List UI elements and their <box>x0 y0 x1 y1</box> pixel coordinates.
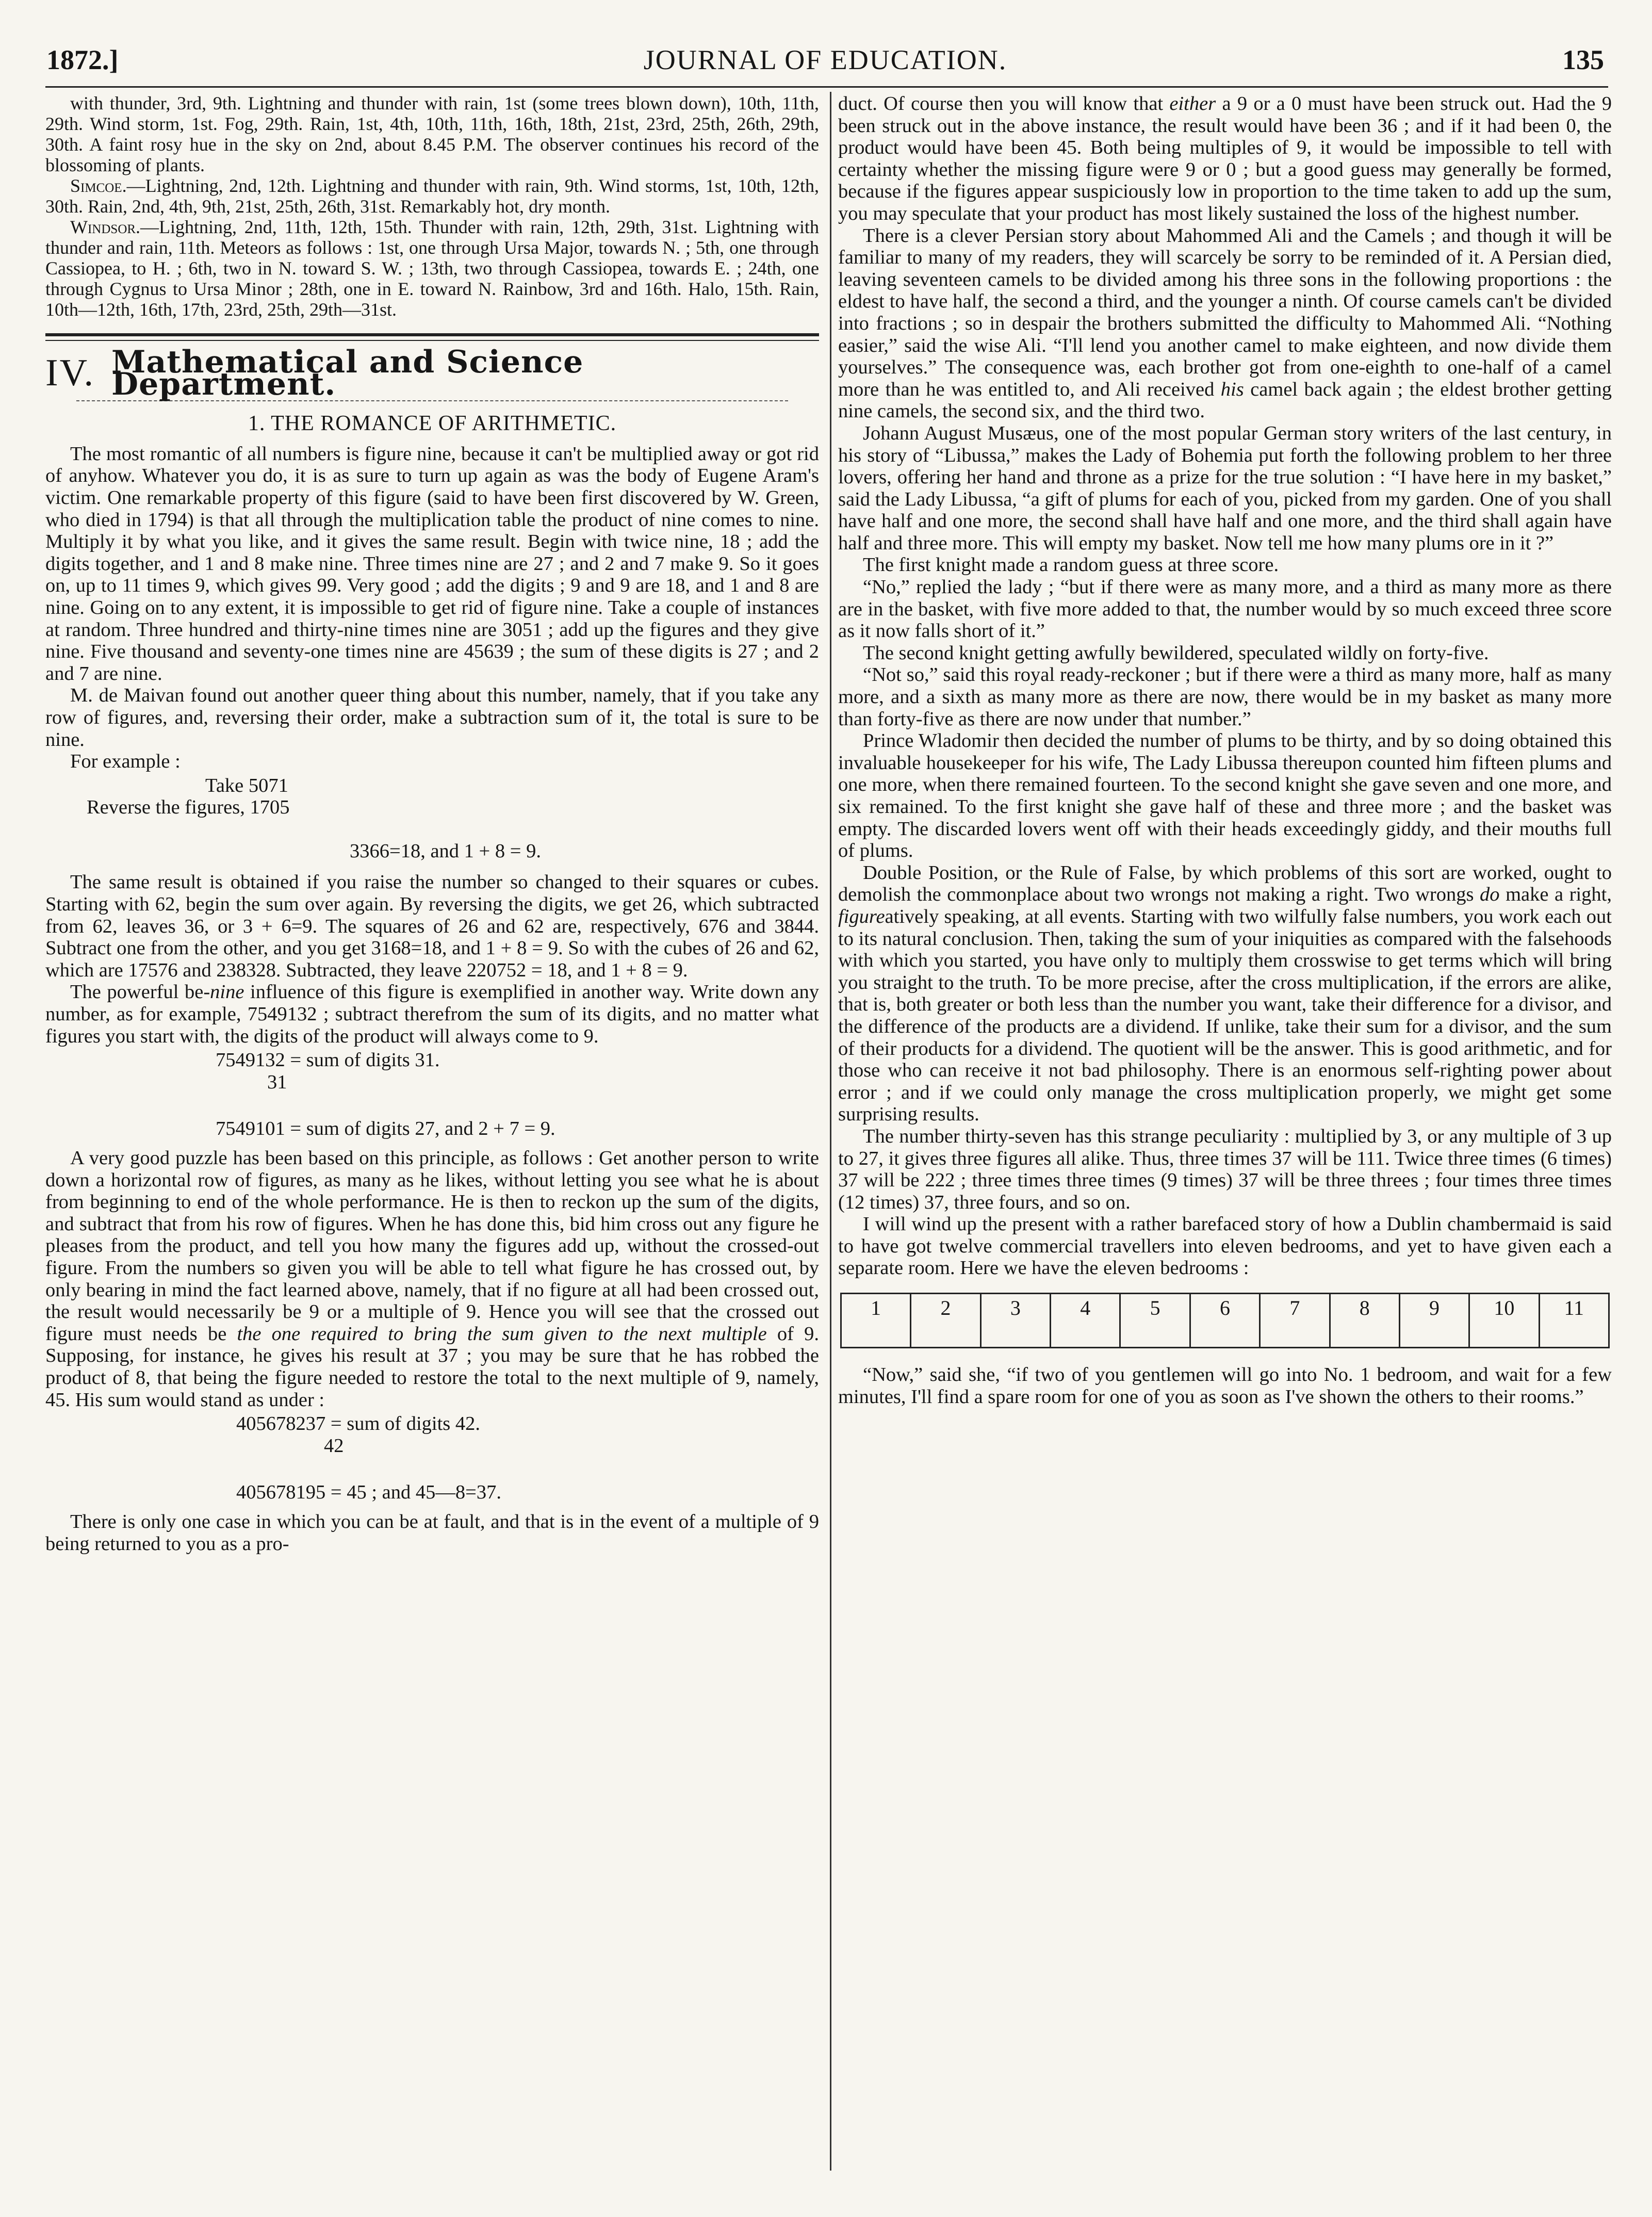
header-rule <box>45 86 1608 88</box>
paragraph: There is only one case in which you can be at fault, and that is in the event of a multiple of 9 being returned to you as a pro- <box>45 1510 819 1555</box>
bedroom-number: 4 <box>1080 1296 1091 1320</box>
bedroom-number: 1 <box>871 1296 881 1320</box>
example-puzzle-sum <box>45 1413 819 1504</box>
article-title: 1. THE ROMANCE OF ARITHMETIC. <box>248 412 617 436</box>
paragraph: The second knight getting awfully bewildered, speculated wildly on forty-five. <box>863 642 1489 664</box>
thin-rule <box>45 340 819 341</box>
example-subtraction <box>45 775 819 862</box>
text-run: duct. Of course then you will know that <box>838 93 1170 115</box>
example-digit-sum <box>45 1049 819 1140</box>
bedroom-cell <box>980 1294 1050 1347</box>
section-number: IV. <box>45 352 95 395</box>
example-line: Take 5071 <box>205 774 288 796</box>
bedroom-number: 2 <box>940 1296 951 1320</box>
paragraph: Johann August Musæus, one of the most popular German story writers of the last century, in his story of “Libussa,” makes the Lady of Bohemia put forth the following problem to her three lovers, offering her hand and throne as a prize for the true solution : “I have here in my basket,” said the Lady Libussa, “a gift of plums for each of you, picked from my garden. One of you shall have half and one more, the second shall have half and one more, and the third shall again have half and three more. This will empty my basket. Now tell me how many plums ore in it ?” <box>838 422 1612 554</box>
thick-rule <box>45 333 819 336</box>
text-run: Double Position, or the Rule of False, by which problems of this sort are worked, ought to demolish the commonplace about two wrongs not making a right. Two wrongs <box>838 861 1612 906</box>
bedroom-number: 5 <box>1150 1296 1160 1320</box>
emphasis: do <box>1480 884 1500 906</box>
right-column <box>838 93 1612 1408</box>
bedroom-cell <box>1189 1294 1259 1347</box>
text-run: make a right, <box>1499 884 1612 906</box>
example-line: 7549101 = sum of digits 27, and 2 + 7 = 9. <box>216 1118 555 1140</box>
weather-paragraph-windsor <box>45 217 819 320</box>
bedroom-cell <box>910 1294 979 1347</box>
journal-title: JOURNAL OF EDUCATION. <box>643 44 1007 75</box>
example-line: 3366=18, and 1 + 8 = 9. <box>350 840 541 862</box>
paragraph <box>45 1147 819 1411</box>
bedroom-number: 8 <box>1359 1296 1370 1320</box>
bedroom-number: 7 <box>1289 1296 1300 1320</box>
section-title: Mathematical and Science Department. <box>111 344 584 402</box>
example-line: 405678237 = sum of digits 42. <box>236 1413 481 1435</box>
bedroom-cell <box>1468 1294 1538 1347</box>
emphasis: his <box>1220 378 1244 400</box>
emphasis: figure <box>838 905 885 927</box>
left-column <box>45 93 819 1555</box>
column-divider <box>830 92 831 2171</box>
section-heading <box>45 344 819 402</box>
bedroom-number: 11 <box>1564 1296 1584 1320</box>
bedroom-cell <box>1259 1294 1329 1347</box>
paragraph <box>45 981 819 1047</box>
paragraph: Prince Wladomir then decided the number of plums to be thirty, and by so doing obtained this invaluable housekeeper for his wife, The Lady Libussa thereupon counted him fifteen plums and one more, when there remained fourteen. To the second knight she gave seven and one more, and six remained. To the first knight she gave half of these and three more ; and the basket was empty. The discarded lovers went off with their heads exceedingly giddy, and their mouths full of plums. <box>838 730 1612 862</box>
station-name: Simcoe. <box>70 175 127 196</box>
bedroom-number: 3 <box>1010 1296 1021 1320</box>
text-run: There is a clever Persian story about Mahommed Ali and the Camels ; and though it will be familiar to many of my readers, they will scarcely be sorry to be reminded of it. A Persian died, leaving seventeen camels to be divided among his three sons in the following proportions : the eldest to have half, the second a third, and the younger a ninth. Of course camels can't be divided into fractions ; so in despair the brothers submitted the difficulty to Mahommed Ali. “Nothing easier,” said the wise Ali. “I'll lend you another camel to make eighteen, and now divide them yourselves.” The consequence was, each brother got from one-eighth to one-half of a camel more than he was entitled to, and Ali received <box>838 224 1612 400</box>
station-report: —Lightning, 2nd, 11th, 12th, 15th. Thunder with rain, 12th, 29th, 31st. Lightning with thunder and rain, 11th. Meteors as follows : 1st, one through Ursa Major, towards N. ; 5th, one through Cassiopea, to H. ; 6th, two in N. toward S. W. ; 13th, two through Cassiopea, towards E. ; 24th, one through Cygnus to Ursa Minor ; 28th, one in E. toward N. Rainbow, 3rd and 16th. Halo, 15th. Rain, 10th—12th, 16th, 17th, 23rd, 25th, 29th—31st. <box>45 217 819 320</box>
paragraph: “No,” replied the lady ; “but if there were as many more, and a third as many more as there are in the basket, with five more added to that, the number would by so much exceed three score as it now falls short of it.” <box>838 576 1612 642</box>
paragraph: The most romantic of all numbers is figure nine, because it can't be multiplied away or got rid of anyhow. Whatever you do, it is as sure to turn up again as was the body of Eugene Aram's victim. One remarkable property of this figure (said to have been first discovered by W. Green, who died in 1794) is that all through the multiplication table the product of nine comes to nine. Multiply it by what you like, and it gives the same result. Begin with twice nine, 18 ; add the digits together, and 1 and 8 make nine. Three times nine are 27 ; and 2 and 7 make 9. So it goes on, up to 11 times 9, which gives 99. Very good ; add the digits ; 9 and 9 are 18, and 1 and 8 are nine. Going on to any extent, it is impossible to get rid of figure nine. Take a couple of instances at random. Three hundred and thirty-nine times nine are 3051 ; add up the figures and they give nine. Five thousand and seventy-one times nine are 45639 ; the sum of these digits is 27 ; and 2 and 7 are nine. <box>45 443 819 684</box>
paragraph <box>838 862 1612 1126</box>
example-line: 7549132 = sum of digits 31. <box>216 1049 440 1071</box>
bedroom-cell <box>1119 1294 1189 1347</box>
bedroom-cell <box>1050 1294 1119 1347</box>
weather-paragraph: with thunder, 3rd, 9th. Lightning and thunder with rain, 1st (some trees blown down), 10th, 11th, 29th. Wind storm, 1st. Fog, 29th. Rain, 1st, 4th, 10th, 11th, 16th, 18th, 21st, 23rd, 25th, 26th, 29th, 30th. A faint rosy hue in the sky on 2nd, about 8.45 P.M. The observer continues his record of the blossoming of plants. <box>45 93 819 175</box>
weather-report <box>45 93 819 320</box>
example-line: Reverse the figures, 1705 <box>87 796 290 819</box>
bedroom-number: 10 <box>1494 1296 1515 1320</box>
paragraph: M. de Maivan found out another queer thing about this number, namely, that if you take any row of figures, and, reversing their order, make a subtraction sum of it, the total is sure to be nine. <box>45 684 819 751</box>
page-number: 135 <box>1562 44 1604 75</box>
bedroom-cell <box>842 1294 910 1347</box>
weather-paragraph-simcoe <box>45 175 819 217</box>
header-year: 1872.] <box>46 44 119 75</box>
running-head <box>46 44 1604 80</box>
station-report: —Lightning, 2nd, 12th. Lightning and thunder with rain, 9th. Wind storms, 1st, 10th, 12th, 30th. Rain, 2nd, 4th, 9th, 21st, 25th, 26th, 31st. Remarkably hot, dry month. <box>45 175 819 217</box>
paragraph: “Not so,” said this royal ready-reckoner ; but if there were a third as many more, half as many more, and a sixth as many more as there are now, there would be in my basket as many more than forty-five as there are now under that number.” <box>838 664 1612 730</box>
example-line: 405678195 = 45 ; and 45—8=37. <box>236 1481 501 1504</box>
text-run: A very good puzzle has been based on this principle, as follows : Get another person to write down a horizontal row of figures, as many as he likes, without letting you see what he is about from beginning to end of the whole performance. He is then to reckon up the sum of the digits, and subtract that from his row of figures. When he has done this, bid him cross out any figure he pleases from the product, and tell you how many the figures add up, without the crossed-out figure. From the numbers so given you will be able to tell what figure he has crossed out, by only bearing in mind the fact learned above, namely, that if no figure at all had been crossed out, the result would necessarily be 9 or a multiple of 9. Hence you will see that the crossed out figure must needs be <box>45 1147 819 1345</box>
paragraph <box>838 93 1612 225</box>
text-run: influence of this figure is exemplified in another way. Write down any number, as for example, 7549132 ; subtract therefrom the sum of its digits, and no matter what figures you start with, the digits of the product will always come to 9. <box>45 981 819 1047</box>
section-rules <box>45 333 819 341</box>
bedroom-cell <box>1539 1294 1608 1347</box>
paragraph <box>838 225 1612 422</box>
text-run: atively speaking, at all events. Starting with two wilfully false numbers, you work each out to its natural conclusion. Then, taking the sum of your iniquities as compared with the falsehoods with which you started, you have only to multiply them crosswise to get terms which will bring you straight to the truth. To be more precise, after the cross multiplication, if the errors are alike, that is, both greater or both less than the number you want, take their difference for a divisor, and the difference of the products are a dividend. If unlike, take their sum for a divisor, and the sum of their products for a dividend. The quotient will be the answer. This is good arithmetic, and for those who can receive it not bad philosophy. There is an enormous self-righting power about error ; and if we could only manage the cross multiplication properly, we might get some surprising results. <box>838 905 1612 1126</box>
paragraph: For example : <box>70 751 181 773</box>
emphasis: the one required to bring the sum given to the next multiple <box>237 1323 767 1345</box>
paragraph: The number thirty-seven has this strange peculiarity : multiplied by 3, or any multiple of 3 up to 27, it gives three figures all alike. Thus, three times 37 will be 111. Twice three times (6 times) 37 will be 222 ; three times three times (9 times) 37 will be three threes ; four times three times (12 times) 37, three fours, and so on. <box>838 1125 1612 1213</box>
bedroom-cell <box>1329 1294 1399 1347</box>
emphasis: nine <box>210 981 244 1003</box>
station-name: Windsor. <box>70 217 141 237</box>
text-run: of 9. Supposing, for instance, he gives his result at 37 ; you may be sure that he has robbed the product of 8, that being the figure needed to restore the total to the next multiple of 9, namely, 45. His sum would stand as under : <box>45 1323 819 1411</box>
paragraph: The first knight made a random guess at three score. <box>863 554 1279 576</box>
example-line: 42 <box>324 1434 344 1457</box>
example-line: 31 <box>267 1071 287 1093</box>
text-run: camel back again ; the eldest brother getting nine camels, the second six, and the third two. <box>838 378 1612 422</box>
bedroom-number: 6 <box>1219 1296 1230 1320</box>
text-run: a 9 or a 0 must have been struck out. Had the 9 been struck out in the above instance, the result would have been 36 ; and if it had been 0, the product would have been 45. Both being multiples of 9, it would be impossible to tell with certainty whether the missing figure were 9 or 0 ; but a good guess may generally be formed, because if the figures appear suspiciously low in proportion to the time taken to add up the sum, you may speculate that your product has most likely sustained the loss of the highest number. <box>838 93 1612 224</box>
paragraph: “Now,” said she, “if two of you gentlemen will go into No. 1 bedroom, and wait for a few minutes, I'll find a spare room for one of you as soon as I've shown the others to their rooms.” <box>838 1364 1612 1408</box>
bedroom-cell <box>1399 1294 1468 1347</box>
bedroom-diagram <box>840 1293 1610 1348</box>
bedroom-number: 9 <box>1429 1296 1440 1320</box>
paragraph: The same result is obtained if you raise the number so changed to their squares or cubes. Starting with 62, begin the sum over again. By reversing the digits, we get 26, which subtracted from 62, leaves 36, or 3 + 6=9. The squares of 26 and 62 are, respectively, 676 and 3844. Subtract one from the other, and you get 3168=18, and 1 + 8 = 9. So with the cubes of 26 and 62, which are 17576 and 238328. Subtracted, they leave 220752 = 18, and 1 + 8 = 9. <box>45 871 819 981</box>
text-run: The powerful be- <box>70 981 210 1003</box>
emphasis: either <box>1169 93 1216 115</box>
paragraph: I will wind up the present with a rather barefaced story of how a Dublin chambermaid is said to have got twelve commercial travellers into eleven bedrooms, and yet to have given each a separate room. Here we have the eleven bedrooms : <box>838 1213 1612 1279</box>
